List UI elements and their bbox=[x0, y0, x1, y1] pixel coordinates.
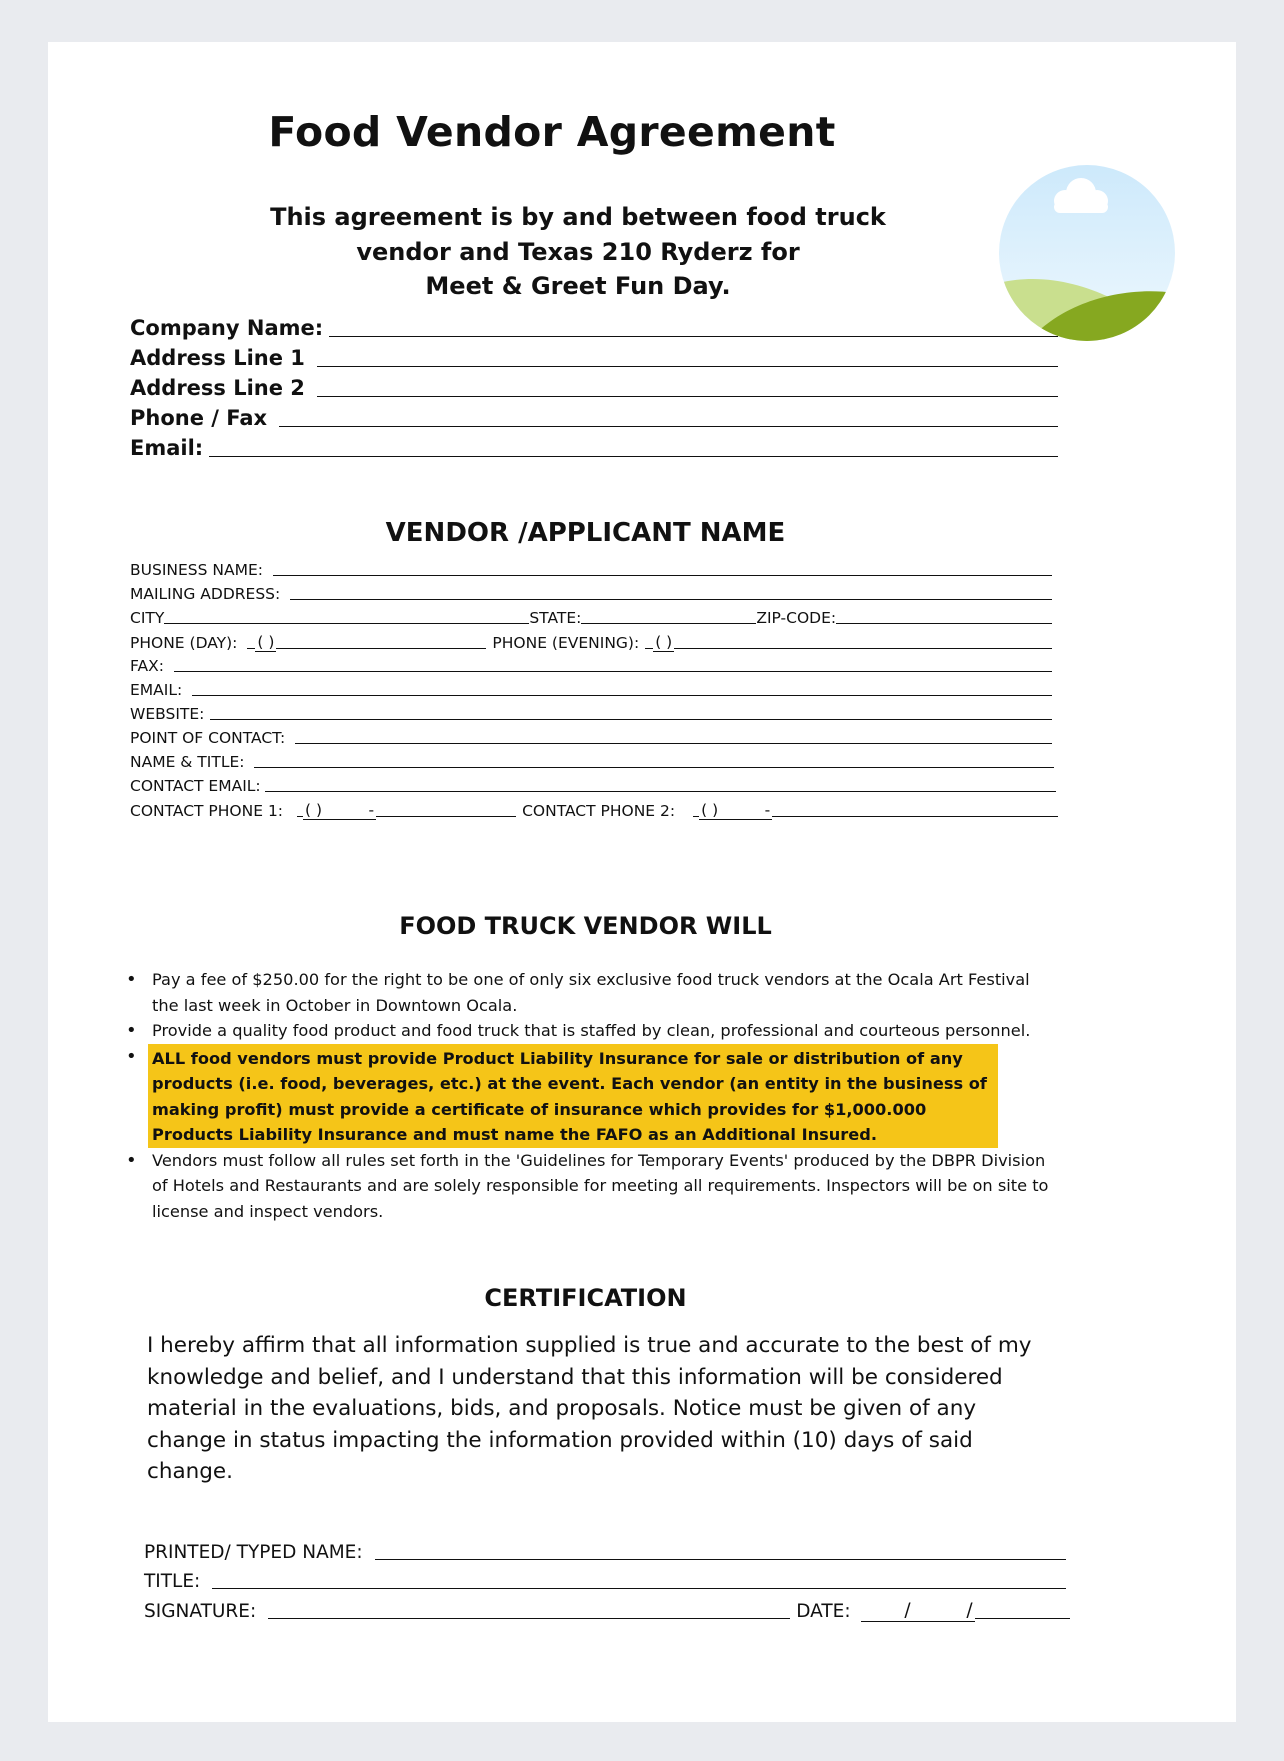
date-label: DATE: bbox=[796, 1601, 851, 1622]
email-field[interactable] bbox=[130, 681, 1052, 699]
point-of-contact-field[interactable] bbox=[130, 729, 1052, 747]
vendor-section-heading: VENDOR /APPLICANT NAME bbox=[385, 518, 786, 548]
printed-name-line[interactable] bbox=[375, 1558, 1066, 1560]
signature-date-row bbox=[144, 1600, 1070, 1622]
landscape-emblem-icon bbox=[999, 165, 1175, 341]
mailing-address-label: MAILING ADDRESS: bbox=[130, 585, 281, 603]
website-line[interactable] bbox=[210, 718, 1052, 720]
website-field[interactable] bbox=[130, 705, 1052, 723]
phone-evening-label: PHONE (EVENING): bbox=[492, 634, 640, 652]
printed-name-field[interactable] bbox=[144, 1542, 1066, 1563]
document-subtitle bbox=[208, 200, 948, 304]
company-email-label: Email: bbox=[130, 436, 204, 460]
date-day[interactable]: / bbox=[913, 1600, 975, 1622]
certification-text: I hereby affirm that all information supplied is true and accurate to the best of my knowledge and belief, and I understand that this information will be considered material in the evaluations, bids, and proposals. Notice must be given of any change in status impacting the information provided within (10) days of said change. bbox=[147, 1333, 1032, 1484]
bullet-text: Vendors must follow all rules set forth in the 'Guidelines for Temporary Events' produced by the DBPR Division of Hotels and Restaurants and are solely responsible for meeting all requirements. Inspectors will be on site to license and inspect vendors. bbox=[152, 1150, 1049, 1221]
fax-field[interactable] bbox=[130, 657, 1052, 675]
fax-label: FAX: bbox=[130, 657, 164, 675]
contact-email-line[interactable] bbox=[265, 790, 1056, 792]
company-email-field[interactable] bbox=[130, 436, 1058, 460]
contact-phone-1-line[interactable] bbox=[376, 815, 516, 817]
city-line[interactable] bbox=[164, 622, 529, 624]
name-title-field[interactable] bbox=[130, 753, 1054, 771]
phone-fax-field[interactable] bbox=[130, 406, 1058, 430]
phone-row bbox=[130, 633, 1052, 652]
company-email-line[interactable] bbox=[209, 455, 1058, 457]
name-title-label: NAME & TITLE: bbox=[130, 753, 245, 771]
phone-fax-line[interactable] bbox=[279, 425, 1058, 427]
city-state-zip-row bbox=[130, 609, 1052, 627]
company-name-line[interactable] bbox=[329, 335, 1058, 337]
email-line[interactable] bbox=[192, 694, 1052, 696]
contact-phone-1-area-code[interactable]: ( ) bbox=[305, 801, 323, 819]
address-line-1-field[interactable] bbox=[130, 346, 1058, 370]
title-label: TITLE: bbox=[144, 1571, 201, 1592]
signature-label: SIGNATURE: bbox=[144, 1601, 257, 1622]
bullet-icon: • bbox=[126, 1149, 137, 1171]
subtitle-line: Meet & Greet Fun Day. bbox=[425, 272, 731, 300]
vendor-will-list bbox=[122, 967, 1052, 1224]
contact-phones-row bbox=[130, 801, 1058, 820]
bullet-text: Provide a quality food product and food truck that is staffed by clean, professional and courteous personnel. bbox=[152, 1021, 1031, 1040]
mailing-address-line[interactable] bbox=[290, 598, 1052, 600]
phone-day-line[interactable] bbox=[276, 647, 486, 649]
certification-heading: CERTIFICATION bbox=[484, 1284, 687, 1312]
rule-line bbox=[247, 647, 255, 649]
address-line-2-field[interactable] bbox=[130, 376, 1058, 400]
document-title: Food Vendor Agreement bbox=[268, 108, 836, 156]
state-label: STATE: bbox=[529, 609, 582, 627]
address-line-1-label: Address Line 1 bbox=[130, 346, 305, 370]
mailing-address-field[interactable] bbox=[130, 585, 1052, 603]
address-line-1-line[interactable] bbox=[317, 365, 1058, 367]
list-item-highlighted bbox=[122, 1044, 1052, 1148]
point-of-contact-label: POINT OF CONTACT: bbox=[130, 729, 286, 747]
zip-line[interactable] bbox=[836, 622, 1052, 624]
contact-phone-1-prefix[interactable]: - bbox=[324, 801, 376, 820]
address-line-2-line[interactable] bbox=[317, 395, 1058, 397]
state-line[interactable] bbox=[581, 622, 756, 624]
date-month[interactable]: / bbox=[861, 1600, 913, 1622]
business-name-label: BUSINESS NAME: bbox=[130, 561, 263, 579]
title-line[interactable] bbox=[212, 1587, 1066, 1589]
contact-phone-1-label: CONTACT PHONE 1: bbox=[130, 802, 284, 820]
bullet-icon: • bbox=[126, 969, 137, 990]
phone-day-area-code[interactable]: ( ) bbox=[257, 633, 275, 651]
list-item bbox=[122, 1018, 1052, 1044]
title-field[interactable] bbox=[144, 1571, 1066, 1592]
rule-line bbox=[645, 647, 653, 649]
vendor-will-heading: FOOD TRUCK VENDOR WILL bbox=[399, 912, 772, 940]
bullet-text: Pay a fee of $250.00 for the right to be one of only six exclusive food truck vendors at the Ocala Art Festival the last week in October in Downtown Ocala. bbox=[152, 970, 1030, 1015]
business-name-field[interactable] bbox=[130, 561, 1052, 579]
list-item bbox=[122, 1148, 1052, 1225]
contact-phone-2-label: CONTACT PHONE 2: bbox=[522, 802, 676, 820]
bullet-icon: • bbox=[126, 1020, 137, 1041]
contact-email-field[interactable] bbox=[130, 777, 1056, 795]
contact-phone-2-prefix[interactable]: - bbox=[720, 801, 772, 820]
city-label: CITY bbox=[130, 609, 165, 627]
subtitle-line: vendor and Texas 210 Ryderz for bbox=[356, 237, 800, 266]
business-name-line[interactable] bbox=[273, 574, 1052, 576]
phone-day-label: PHONE (DAY): bbox=[130, 634, 238, 652]
fax-line[interactable] bbox=[174, 670, 1052, 672]
phone-evening-line[interactable] bbox=[674, 647, 1052, 649]
subtitle-line: This agreement is by and between food truck bbox=[270, 203, 886, 231]
phone-fax-label: Phone / Fax bbox=[130, 406, 268, 430]
contact-phone-2-line[interactable] bbox=[772, 815, 1058, 817]
agreement-page bbox=[48, 42, 1236, 1722]
phone-evening-area-code[interactable]: ( ) bbox=[655, 633, 673, 651]
bullet-icon: • bbox=[126, 1045, 137, 1067]
company-name-label: Company Name: bbox=[130, 316, 324, 340]
point-of-contact-line[interactable] bbox=[295, 742, 1052, 744]
insurance-requirement-text: ALL food vendors must provide Product Liability Insurance for sale or distribution of any products (i.e. food, beverages, etc.) at the event. Each vendor (an entity in the business of making profit) must provide a certificate of insurance which provides for $1,000.000 Products Liability Insurance and must name the FAFO as an Additional Insured. bbox=[148, 1044, 998, 1148]
printed-name-label: PRINTED/ TYPED NAME: bbox=[144, 1542, 363, 1563]
contact-email-label: CONTACT EMAIL: bbox=[130, 777, 261, 795]
email-label: EMAIL: bbox=[130, 681, 183, 699]
name-title-line[interactable] bbox=[254, 766, 1054, 768]
list-item bbox=[122, 967, 1052, 1018]
zip-label: ZIP-CODE: bbox=[756, 609, 837, 627]
company-name-field[interactable] bbox=[130, 316, 1058, 340]
website-label: WEBSITE: bbox=[130, 705, 205, 723]
contact-phone-2-area-code[interactable]: ( ) bbox=[701, 801, 719, 819]
signature-line[interactable] bbox=[268, 1617, 790, 1619]
address-line-2-label: Address Line 2 bbox=[130, 376, 305, 400]
date-year[interactable] bbox=[975, 1617, 1070, 1619]
